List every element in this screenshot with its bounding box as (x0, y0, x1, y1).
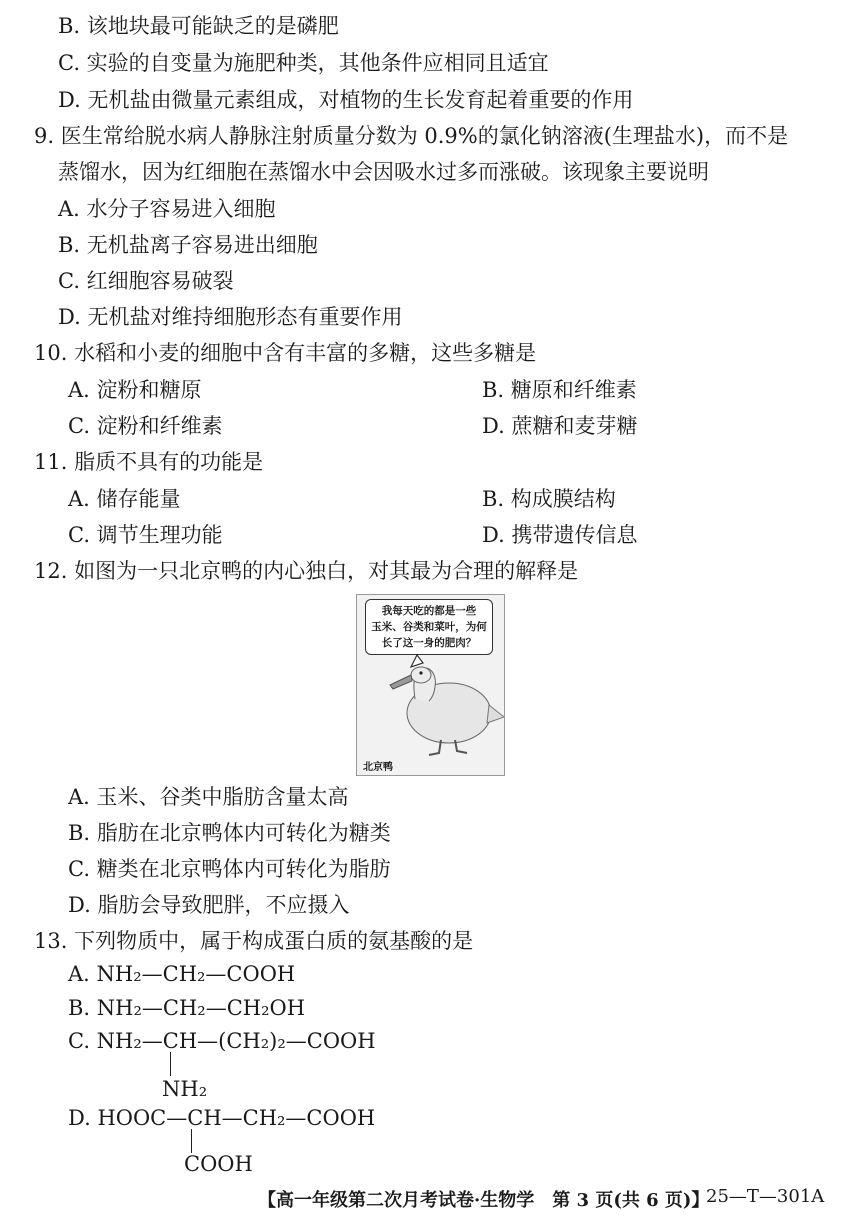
question-9-option-b: B. 无机盐离子容易进出细胞 (58, 233, 318, 257)
duck-figure (356, 594, 505, 776)
duck-illustration (357, 595, 504, 775)
footer-code: 25—T—301A (706, 1186, 825, 1207)
question-11-option-b: B. 构成膜结构 (482, 487, 616, 511)
footer-title: 【高一年级第二次月考试卷·生物学 第 3 页(共 6 页)】 (258, 1190, 710, 1211)
question-13-option-d: D. HOOC—CH—CH₂—COOH (68, 1106, 376, 1130)
question-11-option-c: C. 调节生理功能 (68, 523, 223, 547)
question-12-option-a: A. 玉米、谷类中脂肪含量太高 (68, 785, 349, 809)
question-13-option-d-branch: COOH (184, 1152, 253, 1176)
bubble-line-2: 玉米、谷类和菜叶，为何 (371, 621, 487, 633)
question-10-option-b: B. 糖原和纤维素 (482, 378, 637, 402)
question-10-option-c: C. 淀粉和纤维素 (68, 414, 223, 438)
page-footer (258, 1186, 825, 1212)
question-9-option-c: C. 红细胞容易破裂 (58, 269, 234, 293)
question-13-option-c-branch: NH₂ (162, 1077, 208, 1101)
question-13-option-c: C. NH₂—CH—(CH₂)₂—COOH (68, 1029, 376, 1053)
bubble-line-3: 长了这一身的肥肉？ (381, 637, 477, 649)
line-8c: C. 实验的自变量为施肥种类，其他条件应相同且适宜 (58, 51, 549, 75)
line-8b: B. 该地块最可能缺乏的是磷肥 (58, 14, 339, 38)
question-9-stem-1: 9. 医生常给脱水病人静脉注射质量分数为 0.9%的氯化钠溶液(生理盐水)，而不是 (34, 124, 789, 148)
question-13-option-b: B. NH₂—CH₂—CH₂OH (68, 996, 306, 1020)
bubble-line-1: 我每天吃的都是一些 (381, 605, 477, 617)
line-8d: D. 无机盐由微量元素组成，对植物的生长发育起着重要的作用 (58, 88, 634, 112)
question-11-option-d: D. 携带遗传信息 (482, 523, 638, 547)
question-12-option-d: D. 脂肪会导致肥胖，不应摄入 (68, 893, 350, 917)
question-11-stem: 11. 脂质不具有的功能是 (34, 450, 264, 474)
question-10-option-a: A. 淀粉和糖原 (68, 378, 202, 402)
question-11-option-a: A. 储存能量 (68, 487, 181, 511)
bond-line-c (170, 1052, 171, 1076)
question-9-stem-2: 蒸馏水，因为红细胞在蒸馏水中会因吸水过多而涨破。该现象主要说明 (58, 160, 709, 184)
figure-caption: 北京鸭 (363, 762, 393, 773)
question-9-option-a: A. 水分子容易进入细胞 (58, 197, 276, 221)
question-12-option-b: B. 脂肪在北京鸭体内可转化为糖类 (68, 821, 391, 845)
question-13-option-a: A. NH₂—CH₂—COOH (68, 962, 296, 986)
question-12-stem: 12. 如图为一只北京鸭的内心独白，对其最为合理的解释是 (34, 559, 579, 583)
question-12-option-c: C. 糖类在北京鸭体内可转化为脂肪 (68, 857, 391, 881)
question-13-stem: 13. 下列物质中，属于构成蛋白质的氨基酸的是 (34, 929, 474, 953)
question-10-option-d: D. 蔗糖和麦芽糖 (482, 414, 638, 438)
question-10-stem: 10. 水稻和小麦的细胞中含有丰富的多糖，这些多糖是 (34, 341, 537, 365)
question-9-option-d: D. 无机盐对维持细胞形态有重要作用 (58, 305, 403, 329)
